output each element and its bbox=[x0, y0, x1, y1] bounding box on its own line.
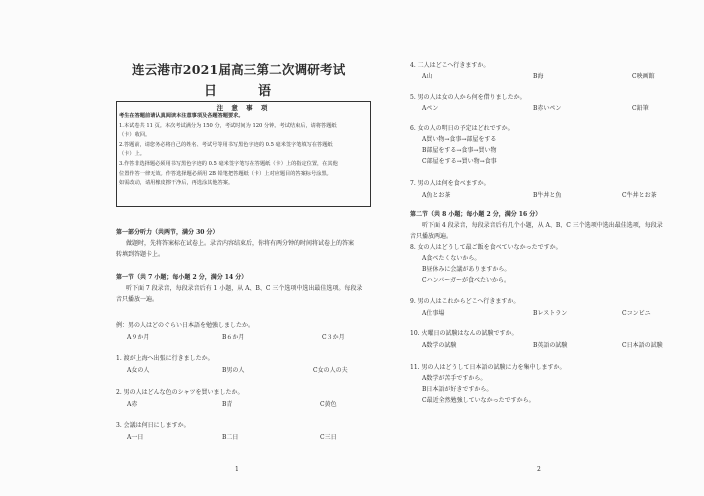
notice-line: 1.本试卷共 11 页。本次考试满分为 150 分，考试时间为 120 分钟。考试结束后，请将答题纸 bbox=[119, 122, 337, 129]
q2-option-a: A赤 bbox=[127, 401, 138, 408]
exam-title: 连云港市2021届高三第二次调研考试 bbox=[132, 62, 346, 77]
q6-option-b: B部屋をする→食事→買い物 bbox=[422, 147, 497, 154]
q11-option-b: B日本語が好きですから。 bbox=[422, 386, 493, 393]
question-10: 10. 火曜日の試験はなんの試験ですか。 bbox=[410, 330, 518, 337]
q4-option-b: B海 bbox=[533, 73, 544, 80]
question-5: 5. 男の人は女の人から何を借りましたか。 bbox=[410, 94, 526, 101]
q4-option-a: A山 bbox=[422, 73, 433, 80]
q7-option-b: B牛丼と魚 bbox=[533, 192, 562, 199]
section2-header: 第二节（共 8 小題；每小题 2 分，满分 16 分） bbox=[410, 211, 542, 218]
section1-desc: 听下面 7 段录音，每段录音后有 1 小题，从 A、B、C 三个选项中选出最佳选项。每段录 bbox=[126, 285, 363, 292]
part1-desc: 转填到答题卡上。 bbox=[116, 251, 165, 258]
section2-desc: 听下面 4 段录音，每段录音后有几个小题，从 A、B、C 三个选项中选出最佳选项，每段录 bbox=[422, 222, 663, 229]
section1-header: 第一节（共 7 小题；每小题 2 分，满分 14 分） bbox=[116, 274, 248, 281]
question-9: 9. 男の人はこれからどこへ行きますか。 bbox=[410, 298, 520, 305]
page-number: 1 bbox=[235, 466, 239, 473]
q9-option-c: Cコンビニ bbox=[622, 310, 651, 317]
question-11: 11. 男の人はどうして日本語の試験に力を集中しますか。 bbox=[410, 364, 566, 371]
q5-option-b: B赤いペン bbox=[533, 105, 562, 112]
notice-line: 2.答题前，请您务必将自己的姓名、考试号等用书写黑色字迹的 0.5 毫米签字笔填写在答题纸 bbox=[119, 141, 333, 148]
page-number: 2 bbox=[537, 466, 541, 473]
q8-option-b: B昼休みに会議がありますから。 bbox=[422, 266, 511, 273]
question-4: 4. 二人はどこへ行きますか。 bbox=[410, 62, 490, 69]
q4-option-c: C映画館 bbox=[632, 73, 655, 80]
q8-option-c: Cハンバーガーが食べたいから。 bbox=[422, 277, 511, 284]
notice-line: 3.作答非选择题必须用书写黑色字迹的 0.5 毫米签字笔写在答题纸（卡）上的指定位置，在其他 bbox=[119, 160, 338, 167]
example-question: 例：男の人はどのぐらい日本語を勉強しましたか。 bbox=[116, 322, 255, 329]
example-option-b: B６か月 bbox=[222, 334, 245, 341]
q7-option-c: C牛丼とお茶 bbox=[622, 192, 657, 199]
notice-line: 位置作答一律无效。作答选择题必须用 2B 铅笔把答题纸（卡）上对应题目的答案标号涂黑。 bbox=[119, 170, 332, 177]
notice-line: 考生在答题前请认真阅读本注意事项及各题答题要求。 bbox=[119, 113, 244, 119]
notice-box bbox=[116, 101, 371, 207]
q1-option-c: C女の人の夫 bbox=[313, 367, 348, 374]
notice-line: 如需改动，请用橡皮擦干净后，再选涂其他答案。 bbox=[119, 180, 234, 187]
q9-option-a: A仕事場 bbox=[422, 310, 445, 317]
question-6: 6. 女の人の明日の予定はどれですか。 bbox=[410, 125, 514, 132]
part1-desc: 做题时，先将答案标在试卷上。录音内容结束后，你将有两分钟的时间将试卷上的答案 bbox=[126, 240, 355, 247]
q2-option-b: B青 bbox=[222, 401, 233, 408]
question-1: 1. 渡が上海へ出張に行きましたか。 bbox=[116, 355, 214, 362]
q9-option-b: Bレストラン bbox=[533, 310, 568, 317]
exam-subject: 日 语 bbox=[204, 84, 286, 99]
example-option-a: A９か月 bbox=[127, 334, 150, 341]
q11-option-c: C最近全然勉強していなかったですから。 bbox=[422, 397, 535, 404]
q2-option-c: C黄色 bbox=[320, 401, 337, 408]
page-2 bbox=[390, 0, 704, 496]
q6-option-c: C部屋をする→買い物→食事 bbox=[422, 158, 497, 165]
example-option-c: C３か月 bbox=[322, 334, 345, 341]
question-3: 3. 会議は何日にしますか。 bbox=[116, 422, 190, 429]
q3-option-c: C三日 bbox=[320, 434, 337, 441]
q10-option-c: C日本語の試験 bbox=[622, 342, 663, 349]
q11-option-a: A数学が苦手ですから。 bbox=[422, 375, 487, 382]
notice-line: （卡）上。 bbox=[119, 151, 145, 158]
notice-title: 注 意 事 项 bbox=[216, 104, 271, 112]
q5-option-c: C鉛筆 bbox=[632, 105, 649, 112]
q10-option-b: B英語の試験 bbox=[533, 342, 568, 349]
section2-desc: 音只播放两遍。 bbox=[410, 233, 453, 240]
section1-desc: 音只播放一遍。 bbox=[116, 296, 159, 303]
q8-option-a: A食べたくないから。 bbox=[422, 255, 481, 262]
q1-option-a: A女の人 bbox=[127, 367, 150, 374]
q1-option-b: B男の人 bbox=[222, 367, 245, 374]
question-2: 2. 男の人はどんな色のシャツを買いましたか。 bbox=[116, 389, 244, 396]
q3-option-b: B二日 bbox=[222, 434, 239, 441]
q7-option-a: A魚とお茶 bbox=[422, 192, 451, 199]
question-7: 7. 男の人は何を食べますか。 bbox=[410, 180, 490, 187]
question-8: 8. 女の人はどうして最ご飯を食べていなかったですか。 bbox=[410, 244, 562, 251]
part1-header: 第一部分听力（共两节，满分 30 分） bbox=[116, 229, 219, 236]
q5-option-a: Aペン bbox=[422, 105, 439, 112]
q6-option-a: A買い物→食事→部屋をする bbox=[422, 136, 497, 143]
q10-option-a: A数学の試験 bbox=[422, 342, 457, 349]
notice-line: （卡）收回。 bbox=[119, 132, 151, 139]
q3-option-a: A一日 bbox=[127, 434, 144, 441]
